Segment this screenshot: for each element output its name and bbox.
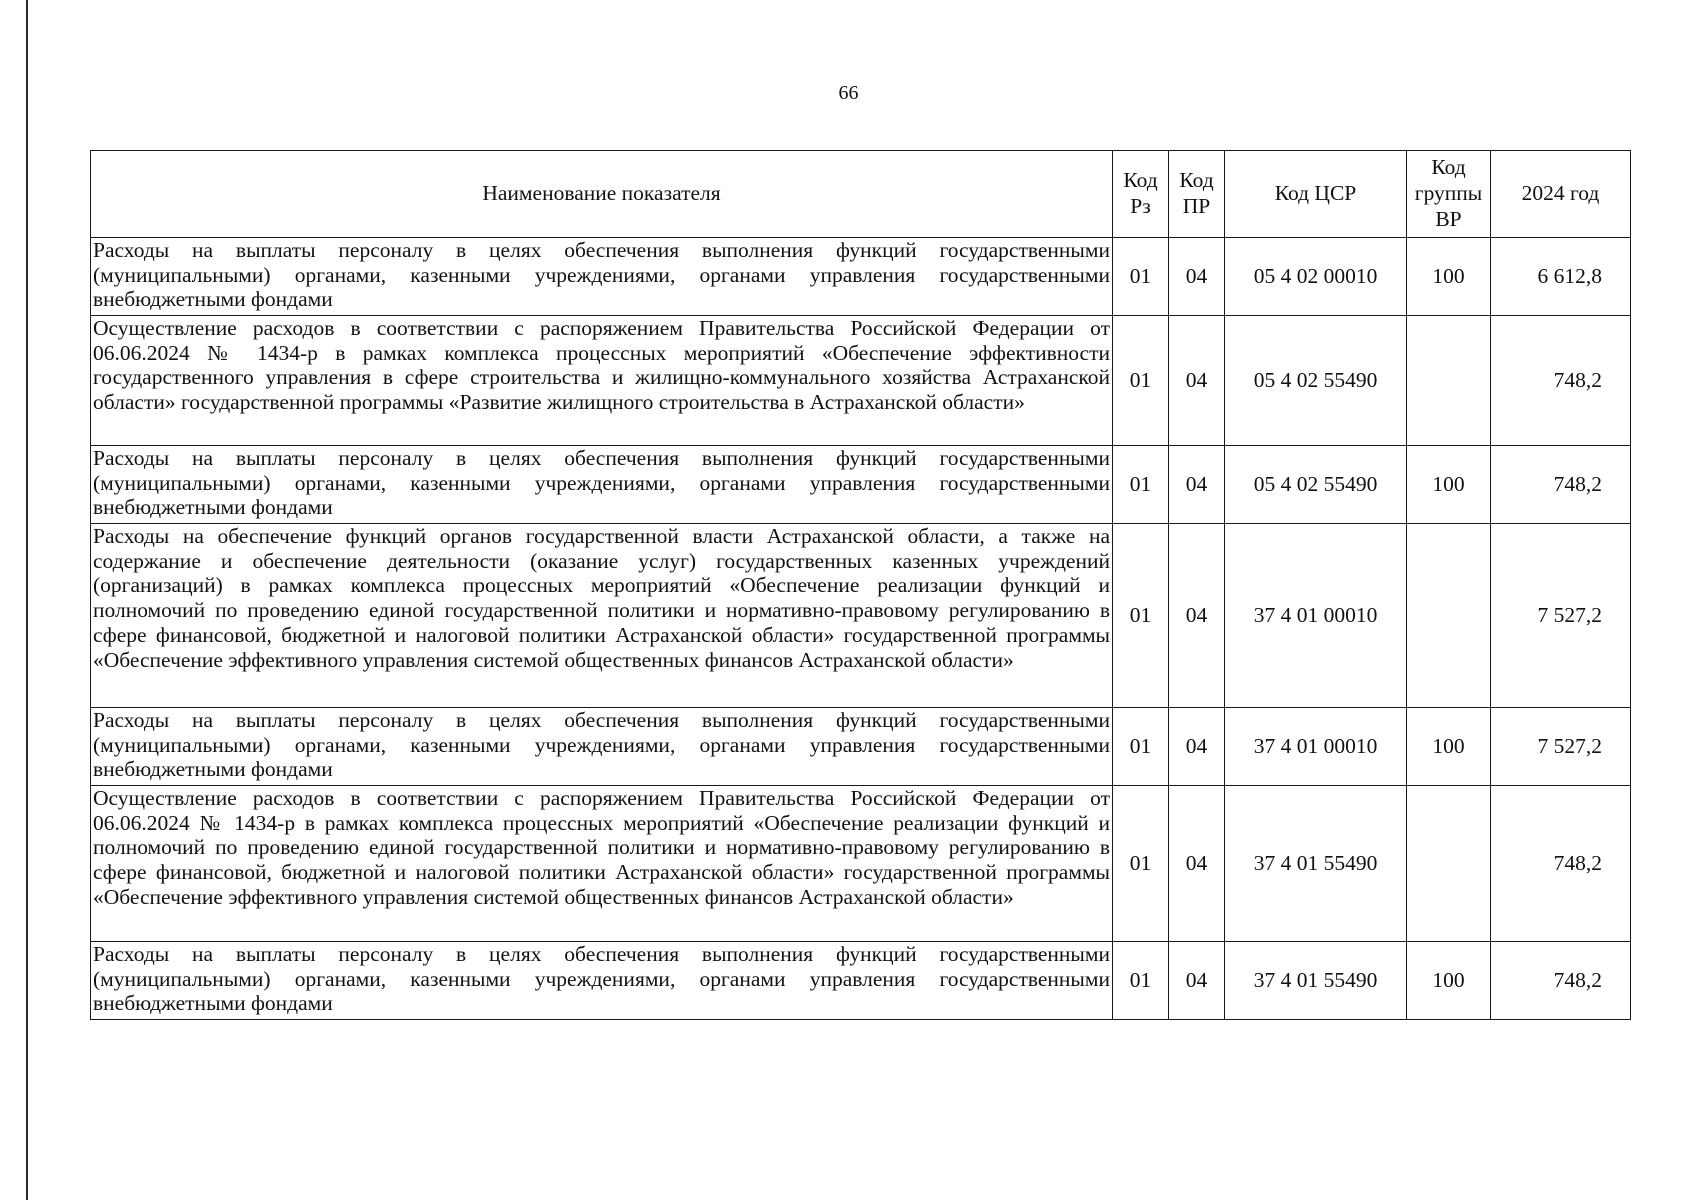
table-row bbox=[91, 446, 1631, 524]
row-rz: 01 bbox=[1113, 942, 1169, 1020]
row-amount: 748,2 bbox=[1491, 786, 1631, 942]
row-amount: 7 527,2 bbox=[1491, 708, 1631, 786]
row-pr: 04 bbox=[1169, 524, 1225, 708]
header-rz: Код Рз bbox=[1113, 151, 1169, 238]
table-row bbox=[91, 786, 1631, 942]
row-name: Расходы на выплаты персоналу в целях обеспечения выполнения функций государственными (муниципальными) органами, казенными учреждениями, органами управления государственными внебюджетными фондами bbox=[91, 942, 1113, 1020]
row-csr: 37 4 01 00010 bbox=[1225, 524, 1407, 708]
row-name: Расходы на выплаты персоналу в целях обеспечения выполнения функций государственными (муниципальными) органами, казенными учреждениями, органами управления государственными внебюджетными фондами bbox=[91, 238, 1113, 316]
row-csr: 05 4 02 55490 bbox=[1225, 316, 1407, 446]
table-row bbox=[91, 238, 1631, 316]
row-amount: 748,2 bbox=[1491, 942, 1631, 1020]
row-vr: 100 bbox=[1407, 238, 1491, 316]
row-csr: 05 4 02 00010 bbox=[1225, 238, 1407, 316]
table-row bbox=[91, 316, 1631, 446]
row-rz: 01 bbox=[1113, 238, 1169, 316]
row-rz: 01 bbox=[1113, 316, 1169, 446]
table-header-row bbox=[91, 151, 1631, 238]
row-csr: 37 4 01 00010 bbox=[1225, 708, 1407, 786]
row-name: Осуществление расходов в соответствии с распоряжением Правительства Российской Федерации от 06.06.2024 № 1434-р в рамках комплекса процессных мероприятий «Обеспечение эффективности государственного управления в сфере строительства и жилищно-коммунального хозяйства Астраханской области» государственной программы «Развитие жилищного строительства в Астраханской области» bbox=[91, 316, 1113, 446]
row-pr: 04 bbox=[1169, 238, 1225, 316]
row-amount: 7 527,2 bbox=[1491, 524, 1631, 708]
budget-table bbox=[90, 150, 1631, 1020]
page-number: 66 bbox=[838, 82, 859, 104]
table-row bbox=[91, 942, 1631, 1020]
row-rz: 01 bbox=[1113, 786, 1169, 942]
row-pr: 04 bbox=[1169, 786, 1225, 942]
row-vr bbox=[1407, 524, 1491, 708]
scan-page-edge bbox=[26, 0, 28, 1200]
header-csr: Код ЦСР bbox=[1225, 151, 1407, 238]
row-pr: 04 bbox=[1169, 316, 1225, 446]
row-vr bbox=[1407, 316, 1491, 446]
row-name: Расходы на выплаты персоналу в целях обеспечения выполнения функций государственными (муниципальными) органами, казенными учреждениями, органами управления государственными внебюджетными фондами bbox=[91, 446, 1113, 524]
row-amount: 748,2 bbox=[1491, 316, 1631, 446]
row-csr: 05 4 02 55490 bbox=[1225, 446, 1407, 524]
row-vr bbox=[1407, 786, 1491, 942]
header-year: 2024 год bbox=[1491, 151, 1631, 238]
row-name: Расходы на выплаты персоналу в целях обеспечения выполнения функций государственными (муниципальными) органами, казенными учреждениями, органами управления государственными внебюджетными фондами bbox=[91, 708, 1113, 786]
row-vr: 100 bbox=[1407, 446, 1491, 524]
header-pr: Код ПР bbox=[1169, 151, 1225, 238]
row-amount: 748,2 bbox=[1491, 446, 1631, 524]
header-vr: Код группы ВР bbox=[1407, 151, 1491, 238]
row-vr: 100 bbox=[1407, 708, 1491, 786]
row-pr: 04 bbox=[1169, 942, 1225, 1020]
header-name: Наименование показателя bbox=[91, 151, 1113, 238]
row-rz: 01 bbox=[1113, 524, 1169, 708]
row-name: Осуществление расходов в соответствии с распоряжением Правительства Российской Федерации от 06.06.2024 № 1434-р в рамках комплекса процессных мероприятий «Обеспечение реализации функций и полномочий по проведению единой государственной политики и нормативно-правовому регулированию в сфере финансовой, бюджетной и налоговой политики Астраханской области» государственной программы «Обеспечение эффективного управления системой общественных финансов Астраханской области» bbox=[91, 786, 1113, 942]
row-vr: 100 bbox=[1407, 942, 1491, 1020]
row-name: Расходы на обеспечение функций органов государственной власти Астраханской области, а также на содержание и обеспечение деятельности (оказание услуг) государственных казенных учреждений (организаций) в рамках комплекса процессных мероприятий «Обеспечение реализации функций и полномочий по проведению единой государственной политики и нормативно-правовому регулированию в сфере финансовой, бюджетной и налоговой политики Астраханской области» государственной программы «Обеспечение эффективного управления системой общественных финансов Астраханской области» bbox=[91, 524, 1113, 708]
row-rz: 01 bbox=[1113, 708, 1169, 786]
table-row bbox=[91, 708, 1631, 786]
row-pr: 04 bbox=[1169, 708, 1225, 786]
table-row bbox=[91, 524, 1631, 708]
row-pr: 04 bbox=[1169, 446, 1225, 524]
row-csr: 37 4 01 55490 bbox=[1225, 942, 1407, 1020]
row-rz: 01 bbox=[1113, 446, 1169, 524]
row-amount: 6 612,8 bbox=[1491, 238, 1631, 316]
row-csr: 37 4 01 55490 bbox=[1225, 786, 1407, 942]
